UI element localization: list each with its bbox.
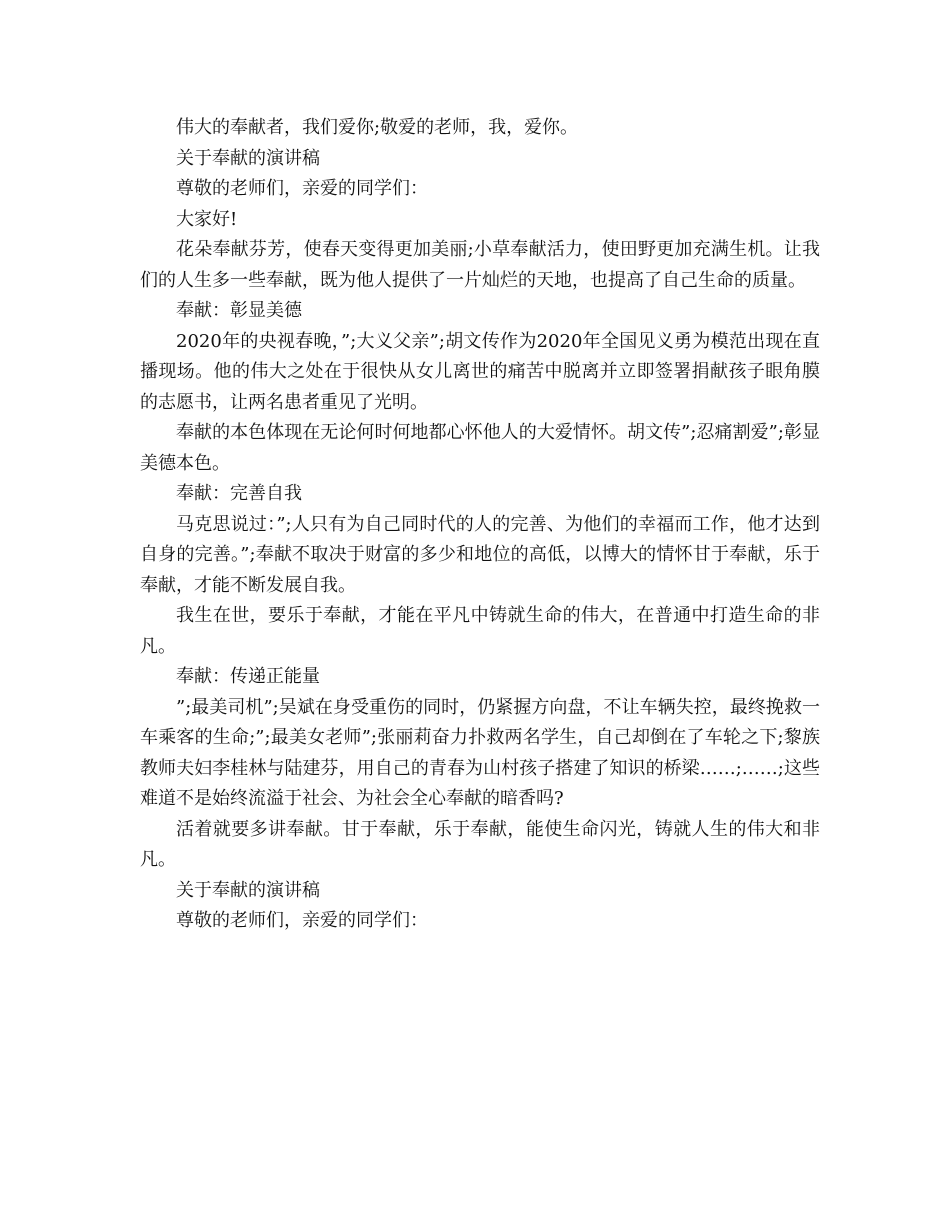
- paragraph: 伟大的奉献者，我们爱你;敬爱的老师，我，爱你。: [176, 117, 579, 138]
- subheading: 奉献：完善自我: [176, 483, 302, 504]
- section-title: 关于奉献的演讲稿: [176, 147, 320, 169]
- section-title: 关于奉献的演讲稿: [176, 879, 320, 901]
- salutation: 尊敬的老师们，亲爱的同学们：: [176, 910, 428, 931]
- paragraph: 奉献的本色体现在无论何时何地都心怀他人的大爱情怀。胡文传”;忍痛割爱”;彰显美德本色。: [140, 422, 820, 474]
- paragraph: 花朵奉献芬芳，使春天变得更加美丽;小草奉献活力，使田野更加充满生机。让我们的人生多一些奉献，既为他人提供了一片灿烂的天地，也提高了自己生命的质量。: [140, 239, 820, 291]
- salutation: 尊敬的老师们，亲爱的同学们：: [176, 178, 428, 199]
- document-body: [140, 113, 820, 937]
- subheading: 奉献：传递正能量: [176, 666, 320, 687]
- subheading: 奉献：彰显美德: [176, 300, 302, 321]
- paragraph: 2020年的央视春晚，”;大义父亲”;胡文传作为2020年全国见义勇为模范出现在直播现场。他的伟大之处在于很快从女儿离世的痛苦中脱离并立即签署捐献孩子眼角膜的志愿书，让两名患者重见了光明。: [140, 330, 820, 413]
- paragraph: 我生在世，要乐于奉献，才能在平凡中铸就生命的伟大，在普通中打造生命的非凡。: [140, 605, 820, 657]
- paragraph: 活着就要多讲奉献。甘于奉献，乐于奉献，能使生命闪光，铸就人生的伟大和非凡。: [140, 818, 820, 870]
- paragraph: 马克思说过：”;人只有为自己同时代的人的完善、为他们的幸福而工作，他才达到自身的完善。”;奉献不取决于财富的多少和地位的高低，以博大的情怀甘于奉献，乐于奉献，才能不断发展自我。: [140, 513, 820, 596]
- paragraph: ”;最美司机”;吴斌在身受重伤的同时，仍紧握方向盘，不让车辆失控，最终挽救一车乘客的生命;”;最美女老师”;张丽莉奋力扑救两名学生，自己却倒在了车轮之下;黎族教师夫妇李桂林与陆建芬，用自己的青春为山村孩子搭建了知识的桥梁……;……;这些难道不是始终流溢于社会、为社会全心奉献的暗香吗?: [140, 696, 820, 809]
- greeting: 大家好!: [176, 208, 238, 230]
